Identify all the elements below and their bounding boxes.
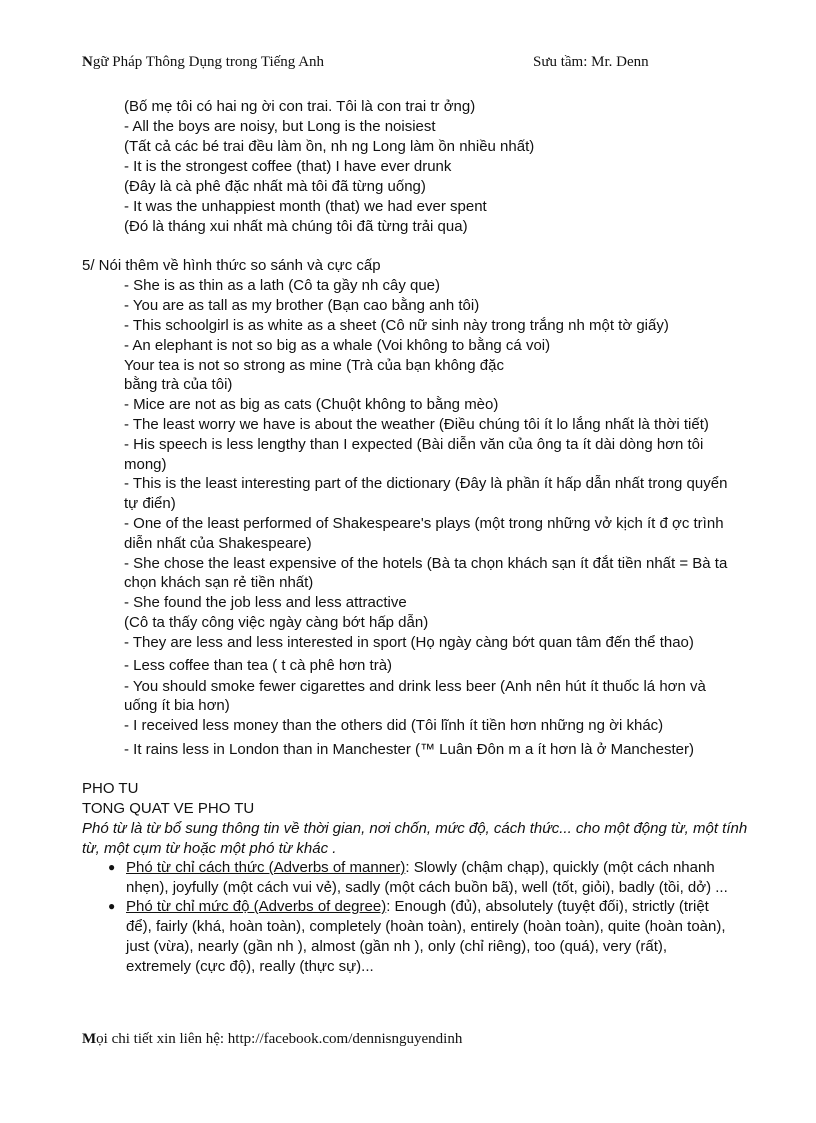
text-line: - You should smoke fewer cigarettes and drink less beer (Anh nên hút ít thuốc lá hơn và	[124, 678, 706, 695]
bullet-item-continuation: extremely (cực độ), really (thực sự)...	[126, 958, 374, 975]
section-title: PHO TU	[82, 780, 139, 797]
bullet-item-continuation: để), fairly (khá, hoàn toàn), completely (hoàn toàn), entirely (hoàn toàn), quite (hoàn toàn),	[126, 918, 726, 935]
text-line: - All the boys are noisy, but Long is the noisiest	[124, 118, 436, 135]
text-line: (Đó là tháng xui nhất mà chúng tôi đã từng trải qua)	[124, 218, 468, 235]
bullet-item-first-line	[126, 897, 709, 916]
text-line: tự điển)	[124, 495, 176, 512]
definition-line: từ, một cụm từ hoặc một phó từ khác .	[82, 840, 337, 857]
bullet-item-label: Phó từ chỉ mức độ (Adverbs of degree)	[126, 898, 387, 915]
text-line: - Less coffee than tea ( t cà phê hơn trà)	[124, 657, 393, 674]
section-subtitle: TONG QUAT VE PHO TU	[82, 800, 255, 817]
bullet-icon: ●	[108, 860, 116, 874]
header-title-initial: N	[82, 54, 93, 70]
footer-contact-text: ọi chi tiết xin liên hệ: http://facebook.com/dennisnguyendinh	[96, 1031, 463, 1047]
text-line: - One of the least performed of Shakespeare's plays (một trong những vở kịch ít đ ợc trình	[124, 515, 724, 532]
text-line: - You are as tall as my brother (Bạn cao bằng anh tôi)	[124, 297, 480, 314]
bullet-item-continuation: just (vừa), nearly (gần nh ), almost (gần nh ), only (chỉ riêng), too (quá), very (rất),	[126, 938, 668, 955]
bullet-item-continuation: nhẹn), joyfully (một cách vui vẻ), sadly (một cách buồn bã), well (tốt, giỏi), badly (tồi, dở) ...	[126, 879, 728, 896]
bullet-item-first-line	[126, 858, 715, 877]
text-line: (Cô ta thấy công việc ngày càng bớt hấp dẫn)	[124, 614, 429, 631]
text-line: (Bố mẹ tôi có hai ng ời con trai. Tôi là con trai tr ởng)	[124, 98, 476, 115]
text-line: - His speech is less lengthy than I expected (Bài diễn văn của ông ta ít dài dòng hơn tôi	[124, 436, 704, 453]
bullet-icon: ●	[108, 899, 116, 913]
text-line: - It is the strongest coffee (that) I have ever drunk	[124, 158, 452, 175]
bullet-item-text: : Enough (đủ), absolutely (tuyệt đối), strictly (triệt	[386, 898, 709, 915]
bullet-item-label: Phó từ chỉ cách thức (Adverbs of manner)	[126, 859, 406, 876]
text-line: - She is as thin as a lath (Cô ta gầy nh cây que)	[124, 277, 441, 294]
text-line: (Tất cả các bé trai đều làm ồn, nh ng Long làm ồn nhiều nhất)	[124, 138, 535, 155]
text-line: (Đây là cà phê đặc nhất mà tôi đã từng uống)	[124, 178, 426, 195]
text-line: - It was the unhappiest month (that) we had ever spent	[124, 198, 487, 215]
document-header-credit: Sưu tầm: Mr. Denn	[533, 54, 649, 70]
text-line: mong)	[124, 456, 167, 473]
text-line: - It rains less in London than in Manchester (™ Luân Đôn m a ít hơn là ở Manchester)	[124, 741, 694, 758]
section-heading: 5/ Nói thêm về hình thức so sánh và cực cấp	[82, 257, 381, 274]
text-line: - Mice are not as big as cats (Chuột không to bằng mèo)	[124, 396, 499, 413]
text-line: - They are less and less interested in sport (Họ ngày càng bớt quan tâm đến thể thao)	[124, 634, 694, 651]
text-line: chọn khách sạn rẻ tiền nhất)	[124, 574, 314, 591]
footer-initial: M	[82, 1031, 97, 1047]
text-line: - She found the job less and less attractive	[124, 594, 407, 611]
text-line: - This is the least interesting part of the dictionary (Đây là phần ít hấp dẫn nhất trong quyển	[124, 475, 728, 492]
text-line: - The least worry we have is about the weather (Điều chúng tôi ít lo lắng nhất là thời tiết)	[124, 416, 709, 433]
document-footer	[82, 1031, 462, 1048]
definition-line: Phó từ là từ bổ sung thông tin về thời gian, nơi chốn, mức độ, cách thức... cho một động từ, một tính	[82, 820, 748, 837]
text-line: - I received less money than the others did (Tôi lĩnh ít tiền hơn những ng ời khác)	[124, 717, 664, 734]
text-line: - An elephant is not so big as a whale (Voi không to bằng cá voi)	[124, 337, 551, 354]
document-header-title	[82, 54, 324, 71]
bullet-item-text: : Slowly (chậm chạp), quickly (một cách nhanh	[405, 859, 715, 876]
text-line: Your tea is not so strong as mine (Trà của bạn không đặc	[124, 357, 504, 374]
text-line: - She chose the least expensive of the hotels (Bà ta chọn khách sạn ít đắt tiền nhất = Bà ta	[124, 555, 728, 572]
text-line: diễn nhất của Shakespeare)	[124, 535, 312, 552]
text-line: bằng trà của tôi)	[124, 376, 233, 393]
header-title-text: gữ Pháp Thông Dụng trong Tiếng Anh	[92, 54, 325, 70]
text-line: uống ít bia hơn)	[124, 697, 230, 714]
text-line: - This schoolgirl is as white as a sheet (Cô nữ sinh này trong trắng nh một tờ giấy)	[124, 317, 669, 334]
